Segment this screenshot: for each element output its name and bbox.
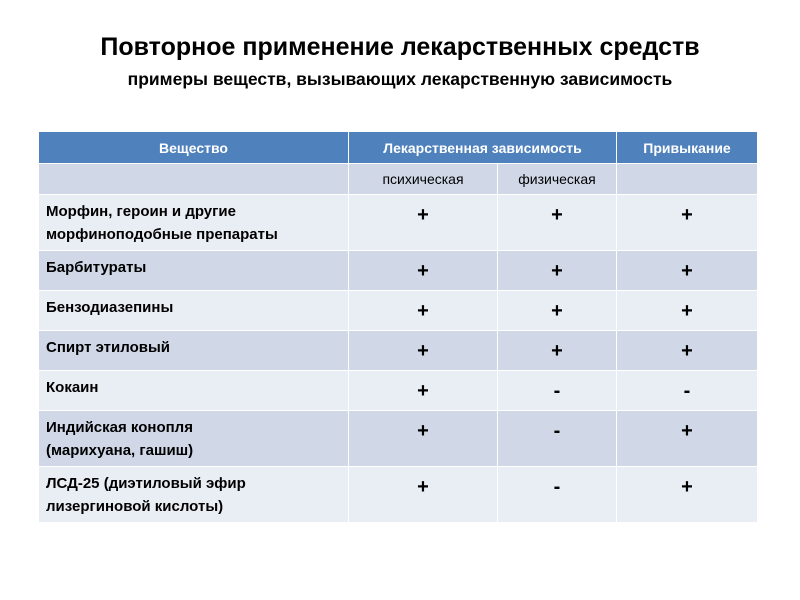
header-dependence: Лекарственная зависимость xyxy=(349,132,617,164)
psychic-dependence-cell: + xyxy=(349,371,498,411)
psychic-dependence-cell: + xyxy=(349,411,498,467)
tolerance-cell: + xyxy=(617,411,758,467)
table-row xyxy=(39,371,758,411)
table-row xyxy=(39,291,758,331)
subheader-blank-right xyxy=(617,164,758,195)
psychic-dependence-cell: + xyxy=(349,467,498,523)
psychic-dependence-cell: + xyxy=(349,331,498,371)
physical-dependence-cell: - xyxy=(498,467,617,523)
slide-subtitle: примеры веществ, вызывающих лекарственную зависимость xyxy=(127,69,673,89)
physical-dependence-cell: - xyxy=(498,411,617,467)
substance-cell: Морфин, героин и другие морфиноподобные препараты xyxy=(39,195,349,251)
tolerance-cell: + xyxy=(617,331,758,371)
table-row xyxy=(39,251,758,291)
slide-title: Повторное применение лекарственных средств xyxy=(100,33,700,61)
psychic-dependence-cell: + xyxy=(349,195,498,251)
substance-cell: Индийская конопля (марихуана, гашиш) xyxy=(39,411,349,467)
table-row xyxy=(39,467,758,523)
subheader-blank-left xyxy=(39,164,349,195)
psychic-dependence-cell: + xyxy=(349,291,498,331)
tolerance-cell: - xyxy=(617,371,758,411)
table-subheader-row xyxy=(39,164,758,195)
substance-cell: ЛСД-25 (диэтиловый эфир лизергиновой кислоты) xyxy=(39,467,349,523)
physical-dependence-cell: - xyxy=(498,371,617,411)
subheader-psychic: психическая xyxy=(349,164,498,195)
physical-dependence-cell: + xyxy=(498,195,617,251)
table-header-row xyxy=(39,132,758,164)
table-row xyxy=(39,331,758,371)
substance-cell: Спирт этиловый xyxy=(39,331,349,371)
tolerance-cell: + xyxy=(617,195,758,251)
tolerance-cell: + xyxy=(617,291,758,331)
drug-dependence-table xyxy=(38,131,758,523)
physical-dependence-cell: + xyxy=(498,291,617,331)
substance-cell: Барбитураты xyxy=(39,251,349,291)
table-row xyxy=(39,411,758,467)
substance-cell: Кокаин xyxy=(39,371,349,411)
physical-dependence-cell: + xyxy=(498,331,617,371)
subheader-physical: физическая xyxy=(498,164,617,195)
psychic-dependence-cell: + xyxy=(349,251,498,291)
substance-cell: Бензодиазепины xyxy=(39,291,349,331)
tolerance-cell: + xyxy=(617,251,758,291)
header-tolerance: Привыкание xyxy=(617,132,758,164)
table-row xyxy=(39,195,758,251)
physical-dependence-cell: + xyxy=(498,251,617,291)
tolerance-cell: + xyxy=(617,467,758,523)
header-substance: Вещество xyxy=(39,132,349,164)
